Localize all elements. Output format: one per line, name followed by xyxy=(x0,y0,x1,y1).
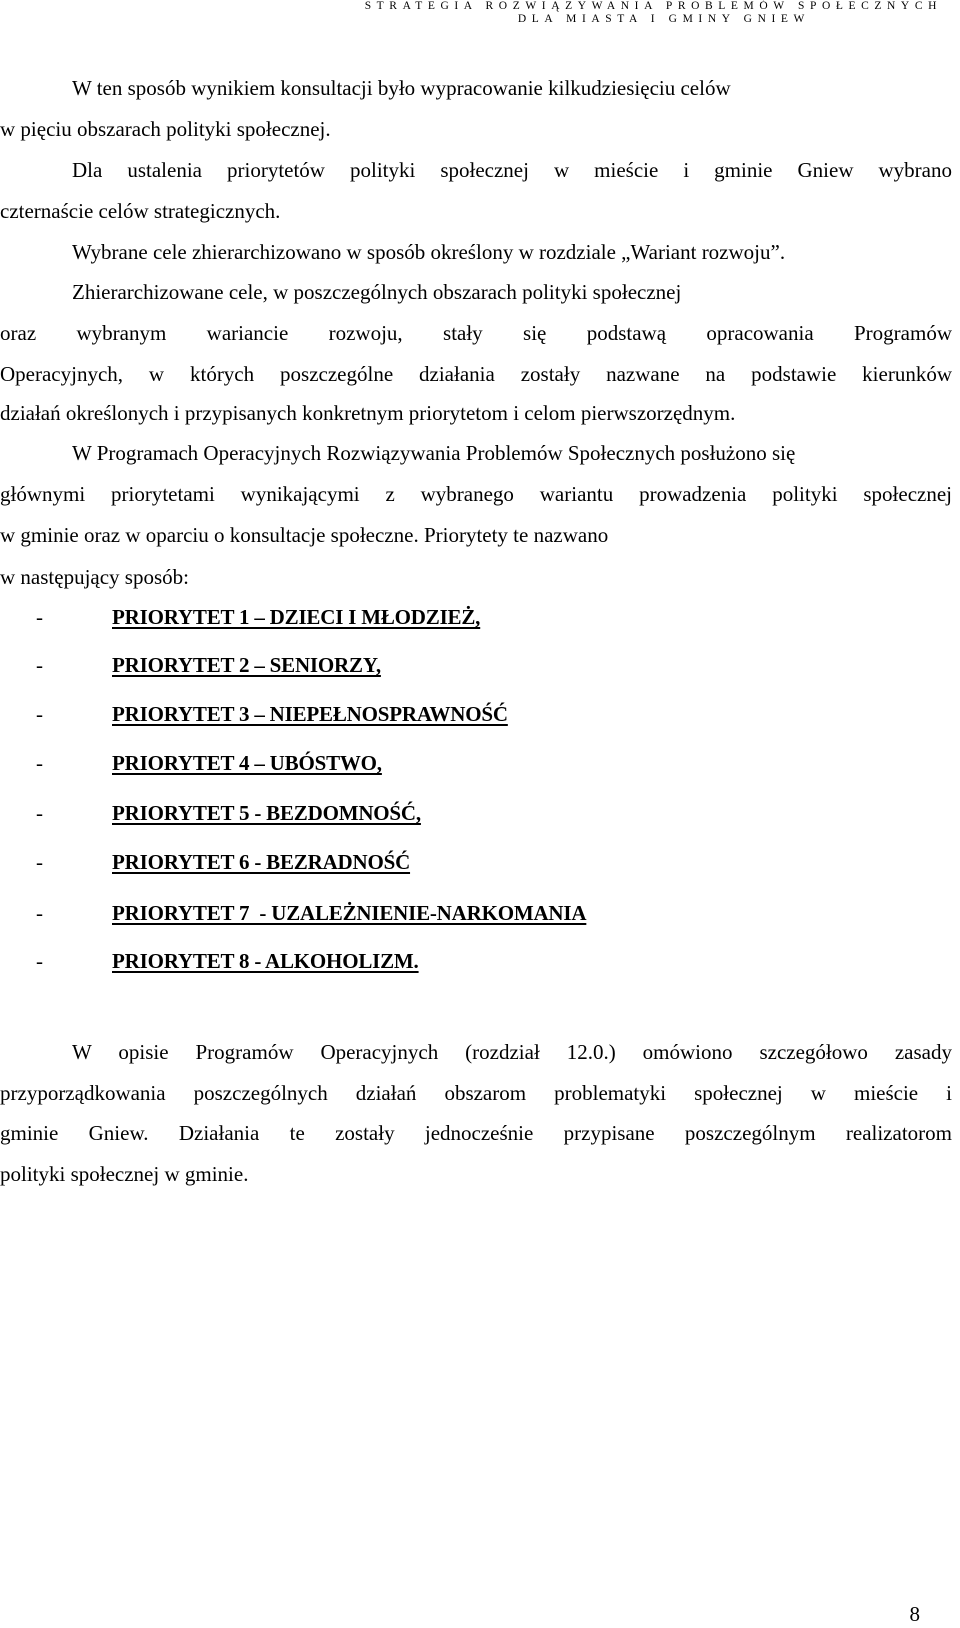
paragraph-4-line-4: działań określonych i przypisanych konkretnym priorytetom i celom pierwszorzędnym. xyxy=(0,401,736,425)
paragraph-1-line-1: W ten sposób wynikiem konsultacji było wypracowanie kilkudziesięciu celów xyxy=(72,76,731,100)
paragraph-6-line-3: gminie Gniew. Działania te zostały jednocześnie przypisane poszczególnym realizatorom xyxy=(0,1121,952,1145)
header-title-line-2: DLA MIASTA I GMINY GNIEW xyxy=(517,13,810,25)
priority-1: PRIORYTET 1 – DZIECI I MŁODZIEŻ, xyxy=(112,605,481,629)
paragraph-3-line-1: Wybrane cele zhierarchizowano w sposób określony w rozdziale „Wariant rozwoju”. xyxy=(72,240,786,264)
priority-5: PRIORYTET 5 - BEZDOMNOŚĆ, xyxy=(112,801,421,825)
paragraph-2-line-1: Dla ustalenia priorytetów polityki społecznej w mieście i gminie Gniew wybrano xyxy=(72,158,952,182)
priority-4: PRIORYTET 4 – UBÓSTWO, xyxy=(112,751,382,775)
list-bullet: - xyxy=(36,801,43,825)
paragraph-2-line-2: czternaście celów strategicznych. xyxy=(0,199,281,223)
priority-6: PRIORYTET 6 - BEZRADNOŚĆ xyxy=(112,850,411,874)
priority-2: PRIORYTET 2 – SENIORZY, xyxy=(112,653,381,677)
paragraph-4-line-2: oraz wybranym wariancie rozwoju, stały się podstawą opracowania Programów xyxy=(0,321,952,345)
paragraph-6-line-4: polityki społecznej w gminie. xyxy=(0,1162,249,1186)
paragraph-5-line-1: W Programach Operacyjnych Rozwiązywania Problemów Społecznych posłużono się xyxy=(72,441,796,465)
list-bullet: - xyxy=(36,751,43,775)
list-bullet: - xyxy=(36,653,43,677)
priority-7: PRIORYTET 7 - UZALEŻNIENIE-NARKOMANIA xyxy=(112,901,587,925)
paragraph-4-line-1: Zhierarchizowane cele, w poszczególnych obszarach polityki społecznej xyxy=(72,280,682,304)
paragraph-4-line-3: Operacyjnych, w których poszczególne działania zostały nazwane na podstawie kierunków xyxy=(0,362,952,386)
list-bullet: - xyxy=(36,901,43,925)
paragraph-5-line-3: w gminie oraz w oparciu o konsultacje społeczne. Priorytety te nazwano xyxy=(0,523,609,547)
priority-3: PRIORYTET 3 – NIEPEŁNOSPRAWNOŚĆ xyxy=(112,702,508,726)
list-bullet: - xyxy=(36,949,43,973)
list-bullet: - xyxy=(36,850,43,874)
list-bullet: - xyxy=(36,605,43,629)
paragraph-5-line-4: w następujący sposób: xyxy=(0,565,189,589)
paragraph-6-line-1: W opisie Programów Operacyjnych (rozdział 12.0.) omówiono szczegółowo zasady xyxy=(72,1040,952,1064)
paragraph-5-line-2: głównymi priorytetami wynikającymi z wybranego wariantu prowadzenia polityki społecznej xyxy=(0,482,952,506)
list-bullet: - xyxy=(36,702,43,726)
paragraph-1-line-2: w pięciu obszarach polityki społecznej. xyxy=(0,117,331,141)
header-title-line-1: STRATEGIA ROZWIĄZYWANIA PROBLEMÓW SPOŁECZNYCH xyxy=(364,0,942,12)
page-number: 8 xyxy=(909,1602,920,1626)
paragraph-6-line-2: przyporządkowania poszczególnych działań obszarom problematyki społecznej w mieście i xyxy=(0,1081,952,1105)
priority-8: PRIORYTET 8 - ALKOHOLIZM. xyxy=(112,949,419,973)
document-header xyxy=(0,0,942,26)
